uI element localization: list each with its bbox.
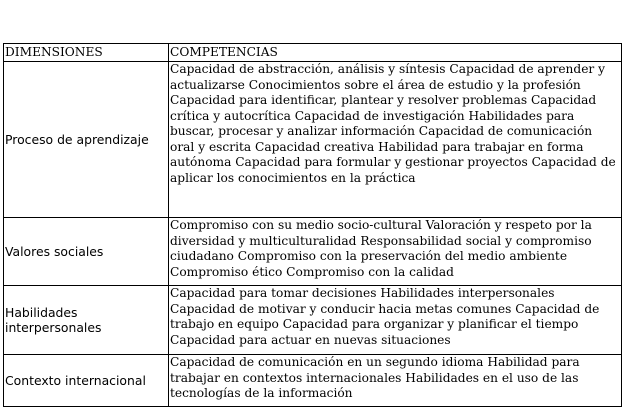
table-row [4,286,622,355]
table-row [4,218,622,286]
header-competencies: COMPETENCIAS [169,44,622,62]
dimension-cell: Valores sociales [4,218,169,286]
dimension-cell: Habilidades interpersonales [4,286,169,355]
table-row [4,62,622,218]
competencies-cell: Capacidad para tomar decisiones Habilidades interpersonales Capacidad de motivar y conducir hacia metas comunes Capacidad de trabajo en equipo Capacidad para organizar y planificar el tiempo Capacidad para actuar en nuevas situaciones [169,286,622,355]
dimension-cell: Contexto internacional [4,355,169,407]
competencies-cell: Capacidad de comunicación en un segundo idioma Habilidad para trabajar en contextos internacionales Habilidades en el uso de las tecnologías de la información [169,355,622,407]
table-row [4,355,622,407]
dimension-cell: Proceso de aprendizaje [4,62,169,218]
competencies-cell: Capacidad de abstracción, análisis y síntesis Capacidad de aprender y actualizarse Conocimientos sobre el área de estudio y la profesión Capacidad para identificar, plantear y resolver problemas Capacidad crítica y autocrítica Capacidad de investigación Habilidades para buscar, procesar y analizar información Capacidad de comunicación oral y escrita Capacidad creativa Habilidad para trabajar en forma autónoma Capacidad para formular y gestionar proyectos Capacidad de aplicar los conocimientos en la práctica [169,62,622,218]
header-dimensions: DIMENSIONES [4,44,169,62]
table-header-row [4,44,622,62]
competencies-table [3,43,622,407]
competencies-cell: Compromiso con su medio socio-cultural Valoración y respeto por la diversidad y multiculturalidad Responsabilidad social y compromiso ciudadano Compromiso con la preservación del medio ambiente Compromiso ético Compromiso con la calidad [169,218,622,286]
